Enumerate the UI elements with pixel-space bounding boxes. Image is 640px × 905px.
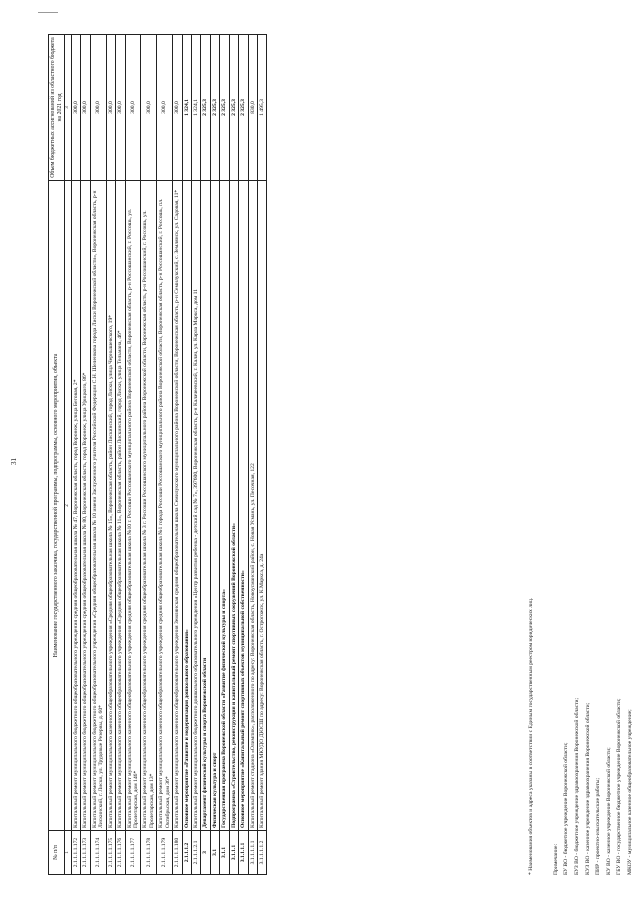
table-row [210,35,219,875]
table-row [116,35,125,875]
margin-mark [38,12,58,13]
row-name: Капитальный ремонт муниципального казенного общеобразовательного учреждения средняя общеобразовательная школа №10 г. Россоши Россошанского муниципального района Воронежской области, Воронежская область, р-н Россошанский, г. Россошь, ул. Пролетарская, дом 146* [125,181,141,831]
row-number: 3.1 [210,831,219,875]
note-item: КУ ВО - казенное учреждение Воронежской области; [605,747,612,875]
row-number: 3.1.1.1 [229,831,238,875]
table-row [106,35,115,875]
row-number: 3 [201,831,210,875]
row-volume: 1 324,1 [191,35,200,181]
page-number: 31 [10,458,18,465]
footnote: * Наименования объектов и адреса указаны в соответствии с Единым государственным реестром юридических лиц. [528,597,534,875]
row-volume: 300,0 [173,35,182,181]
row-volume: 300,0 [116,35,125,181]
row-number: 2.1.1.1.2 [182,831,191,875]
table-header-row [49,35,65,875]
row-name: Капитальный ремонт муниципального казенного общеобразовательного учреждения «Средняя общеобразовательная школа № 15», Воронежская область, район Лискинский, город Лиски, улица Чернышевского, 19* [106,181,115,831]
row-name: Капитальный ремонт муниципального бюджетного общеобразовательного учреждения средняя общеобразовательная школа № 47, Воронежская область, город Воронеж, улица Беговая, 2* [72,181,81,831]
note-item: ГБУ ВО - государственное бюджетное учреждение Воронежской области; [616,698,623,875]
row-name: Капитальный ремонт муниципального бюджетного дошкольного образовательного учреждения «Центр развития ребенка - детский сад № 7», 397600, Воронежская область, р-н Калачеевский, г. Калач, ул. Карла Маркса, дом 11 [191,181,200,831]
row-number: 2.1.1.1.1.179 [157,831,173,875]
row-name: Основное мероприятие «Развитие и модернизация дошкольного образования» [182,181,191,831]
table-row [157,35,173,875]
row-volume: 300,0 [72,35,81,181]
row-volume: 300,0 [141,35,157,181]
index-cell: 2 [65,181,72,831]
notes-list [561,35,635,875]
table-row [182,35,191,875]
note-item: МКОУ - муниципальное казенное общеобразовательное учреждение; [627,709,633,875]
row-name: Капитальный ремонт муниципального казенного общеобразовательного учреждения средняя общеобразовательная школа №1 города Россоши Россошанского муниципального района Воронежской области, Воронежская область, р-н Россошанский, г. Россошь, пл. Октябрьская, дом 36* [157,181,173,831]
row-volume: 300,0 [90,35,106,181]
row-name: Капитальный ремонт стадиона «Олимпик», расположенного по адресу: Воронежская область, Новоусманский район, с. Новая Усмань, ул. Песочная, 122 [248,181,257,831]
table-row [191,35,200,875]
table-row [239,35,248,875]
row-name: Капитальный ремонт здания МКУДО ДЮСШ по адресу: Воронежская область, г. Острогожск, ул. К.Маркса, д. 24а [257,181,266,831]
header-name: Наименование государственного заказчика, государственной программы, подпрограммы, основного мероприятия, объекта [49,181,65,831]
index-cell: 1 [65,831,72,875]
table-row [229,35,238,875]
row-name: Капитальный ремонт муниципального бюджетного общеобразовательного учреждения «Средняя общеобразовательная школа № 10 имени Заслуженного учителя Российской Федерации С.Н. Шеленкова города Лиски Воронежской области», Воронежская область, р-н Лискинский, г. Лиски, ул. Трудовые Резервы, д. 60* [90,181,106,831]
row-number: 3.1.1.1.1.2 [257,831,266,875]
table-row [72,35,81,875]
row-volume: 300,0 [125,35,141,181]
table-row [81,35,90,875]
row-volume: 2 325,3 [210,35,219,181]
row-name: Основное мероприятие «Капитальный ремонт спортивных объектов муниципальной собственности» [239,181,248,831]
row-name: Капитальный ремонт муниципального бюджетного общеобразовательного учреждения средняя общеобразовательная школа № 80, Воронежская область, город Воронеж, улица Урицкого, 86* [81,181,90,831]
header-volume: Объем бюджетных ассигнований из областного бюджета на 2021 год [49,35,65,181]
note-item: ПИР - проектно-изыскательские работы; [595,777,602,875]
table-row [173,35,182,875]
table-row [141,35,157,875]
table-body [72,35,267,875]
table-row [201,35,210,875]
row-name: Капитальный ремонт муниципального казенного общеобразовательного учреждения «Средняя общеобразовательная школа № 11», Воронежская область, район Лискинский, город Лиски, улица Тельмана, 46* [116,181,125,831]
budget-table [48,34,267,875]
row-volume: 300,0 [106,35,115,181]
row-volume: 2 325,3 [201,35,210,181]
row-name: Капитальный ремонт муниципального казенного общеобразовательного учреждения средняя общеобразовательная школа № 3 г. Россоши Россошанского муниципального района Воронежской области, Воронежская область, р-н Россошанский, г. Россошь, ул. Пролетарская, дом 13* [141,181,157,831]
row-name: Государственная программа Воронежской области «Развитие физической культуры и спорта» [220,181,229,831]
row-volume: 2 325,3 [229,35,238,181]
table-row [220,35,229,875]
row-volume: 2 325,3 [220,35,229,181]
row-number: 2.1.1.1.1.173 [81,831,90,875]
row-volume: 1 495,3 [257,35,266,181]
row-name: Департамент физической культуры и спорта Воронежской области [201,181,210,831]
row-number: 2.1.1.1.1.178 [141,831,157,875]
row-number: 3.1.1.1.1 [239,831,248,875]
row-name: Подпрограмма «Строительство, реконструкция и капитальный ремонт спортивных сооружений Воронежской области» [229,181,238,831]
row-number: 2.1.1.1.1.177 [125,831,141,875]
row-number: 3.1.1.1.1.1 [248,831,257,875]
notes-title: Примечание: [552,843,559,875]
row-number: 2.1.1.1.1.172 [72,831,81,875]
table-row [257,35,266,875]
row-number: 2.1.1.1.1.176 [116,831,125,875]
notes-section [526,35,636,875]
row-number: 2.1.1.1.1.174 [90,831,106,875]
table-index-row [65,35,72,875]
row-number: 3.1.1 [220,831,229,875]
header-num: № п/п [49,831,65,875]
row-name: Капитальный ремонт муниципального казенного общеобразовательного учреждения Землянская средняя общеобразовательная школа Семилукского муниципального района Воронежской области, Воронежская область, р-н Семилукский, с. Землянск, ул. Садовая, 11* [173,181,182,831]
row-volume: 300,0 [157,35,173,181]
table-row [125,35,141,875]
row-volume: 300,0 [81,35,90,181]
row-name: Физическая культура и спорт [210,181,219,831]
index-cell: 3 [65,35,72,181]
note-item: БУЗ ВО - бюджетное учреждение здравоохранения Воронежской области; [573,697,580,875]
table-row [248,35,257,875]
row-number: 2.1.1.1.1.180 [173,831,182,875]
note-item: КУЗ ВО - казенное учреждение здравоохранения Воронежской области; [584,702,591,875]
row-volume: 830,0 [248,35,257,181]
row-volume: 2 325,3 [239,35,248,181]
row-number: 2.1.1.1.1.175 [106,831,115,875]
table-row [90,35,106,875]
row-volume: 1 324,1 [182,35,191,181]
note-item: БУ ВО - бюджетное учреждение Воронежской области; [563,742,570,875]
row-number: 2.1.1.1.2.1 [191,831,200,875]
